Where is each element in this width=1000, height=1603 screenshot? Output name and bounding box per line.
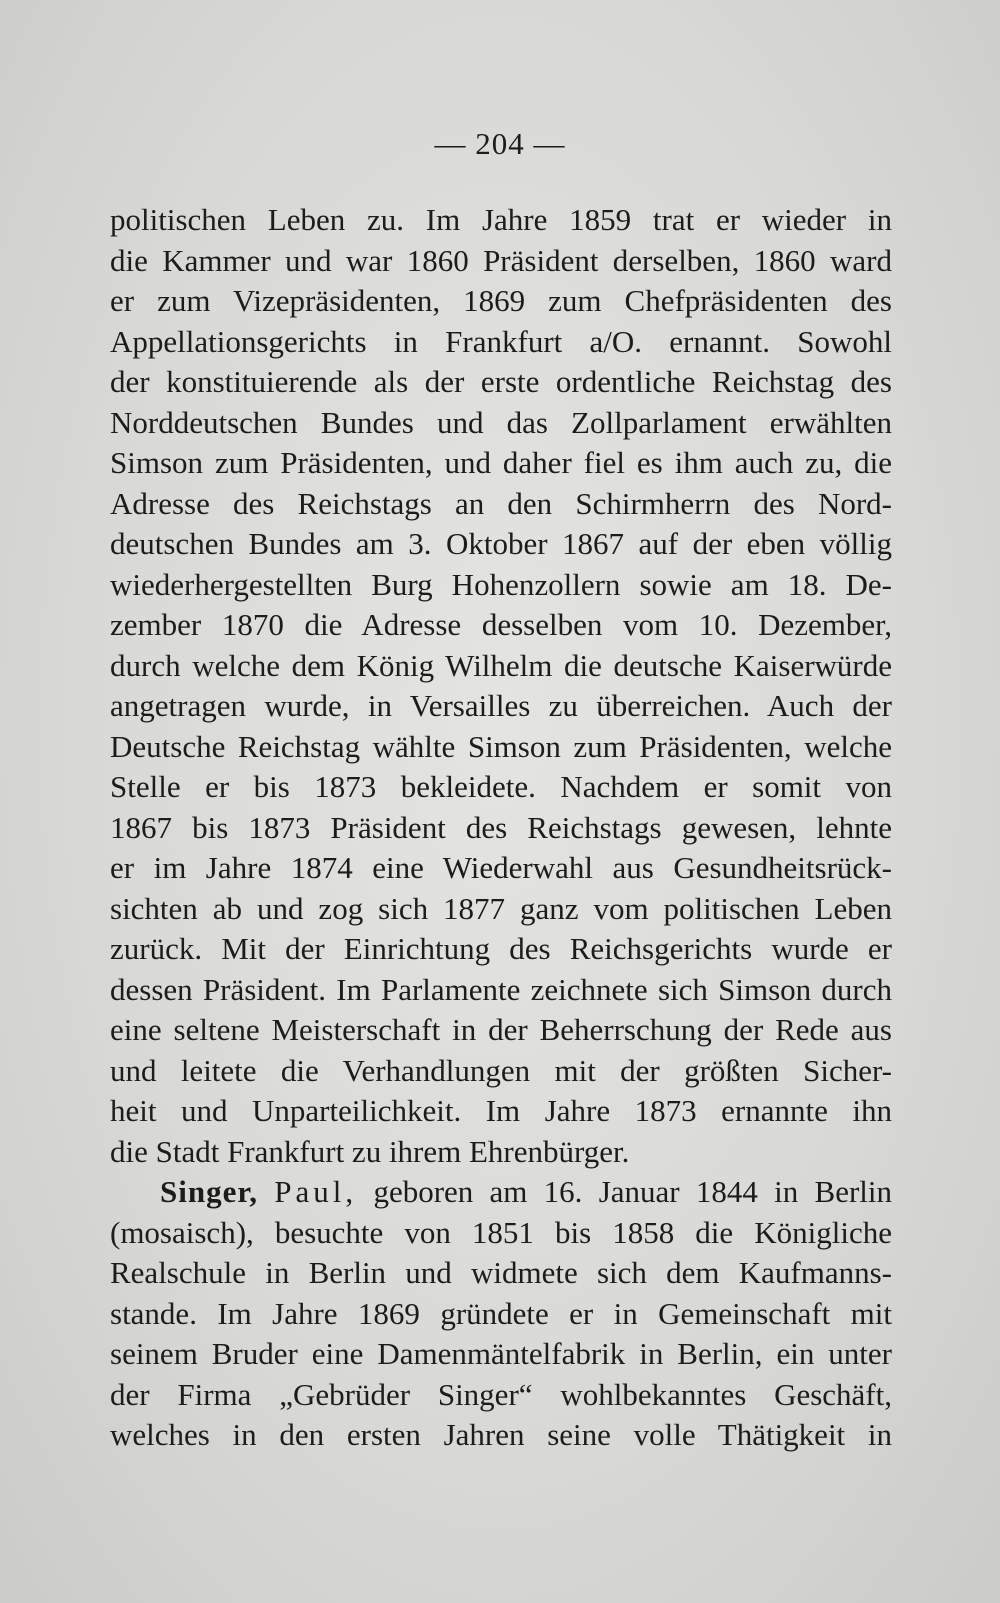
text-line: er im Jahre 1874 eine Wiederwahl aus Gesundheitsrück- <box>110 850 892 885</box>
text-line: Norddeutschen Bundes und das Zollparlament erwählten <box>110 404 892 440</box>
text-line: der Firma „Gebrüder Singer“ wohlbekanntes Geschäft, <box>110 1376 892 1412</box>
entry-name: Singer, <box>160 1174 259 1209</box>
entry-given-name: Paul, <box>274 1174 358 1209</box>
text-line: stande. Im Jahre 1869 gründete er in Gemeinschaft mit <box>110 1295 892 1331</box>
text-line: politischen Leben zu. Im Jahre 1859 trat er wieder in <box>110 202 892 237</box>
text-line: Deutsche Reichstag wählte Simson zum Präsidenten, welche <box>110 728 892 764</box>
text-line: wiederhergestellten Burg Hohenzollern sowie am 18. De- <box>110 566 892 602</box>
body-text <box>110 200 892 1456</box>
text-line: Simson zum Präsidenten, und daher fiel es ihm auch zu, die <box>110 445 892 480</box>
text-line: seinem Bruder eine Damenmäntelfabrik in Berlin, ein unter <box>110 1336 892 1371</box>
text-line: Stelle er bis 1873 bekleidete. Nachdem er somit von <box>110 769 892 804</box>
text-line: dessen Präsident. Im Parlamente zeichnete sich Simson durch <box>110 971 892 1007</box>
page-number: — 204 — <box>434 126 566 161</box>
text-line: (mosaisch), besuchte von 1851 bis 1858 die Königliche <box>110 1214 892 1250</box>
entry-first-line-text: geboren am 16. Januar 1844 in Berlin <box>373 1174 892 1209</box>
text-line: angetragen wurde, in Versailles zu überreichen. Auch der <box>110 688 892 723</box>
text-line: die Stadt Frankfurt zu ihrem Ehrenbürger. <box>110 1133 630 1169</box>
text-line: zember 1870 die Adresse desselben vom 10. Dezember, <box>110 607 892 642</box>
text-line: Appellationsgerichts in Frankfurt a/O. ernannt. Sowohl <box>110 323 892 359</box>
text-line: eine seltene Meisterschaft in der Beherrschung der Rede aus <box>110 1012 892 1047</box>
text-line: er zum Vizepräsidenten, 1869 zum Chefpräsidenten des <box>110 283 892 318</box>
text-line: der konstituierende als der erste ordentliche Reichstag des <box>110 364 892 399</box>
text-line: deutschen Bundes am 3. Oktober 1867 auf der eben völlig <box>110 526 892 561</box>
text-line: welches in den ersten Jahren seine volle Thätigkeit in <box>110 1417 892 1452</box>
text-line: 1867 bis 1873 Präsident des Reichstags gewesen, lehnte <box>110 809 892 845</box>
text-line: sichten ab und zog sich 1877 ganz vom politischen Leben <box>110 890 892 926</box>
text-line: heit und Unparteilichkeit. Im Jahre 1873 ernannte ihn <box>110 1093 892 1128</box>
text-line: zurück. Mit der Einrichtung des Reichsgerichts wurde er <box>110 931 892 966</box>
paragraph-singer <box>110 1172 892 1456</box>
entry-first-line <box>110 1172 892 1213</box>
paragraph-simson <box>110 200 892 1172</box>
text-line: durch welche dem König Wilhelm die deutsche Kaiserwürde <box>110 647 892 683</box>
text-line: Adresse des Reichstags an den Schirmherrn des Nord- <box>110 485 892 521</box>
text-line: Realschule in Berlin und widmete sich dem Kaufmanns- <box>110 1255 892 1290</box>
text-line: und leitete die Verhandlungen mit der größten Sicher- <box>110 1052 892 1088</box>
text-line: die Kammer und war 1860 Präsident derselben, 1860 ward <box>110 242 892 278</box>
